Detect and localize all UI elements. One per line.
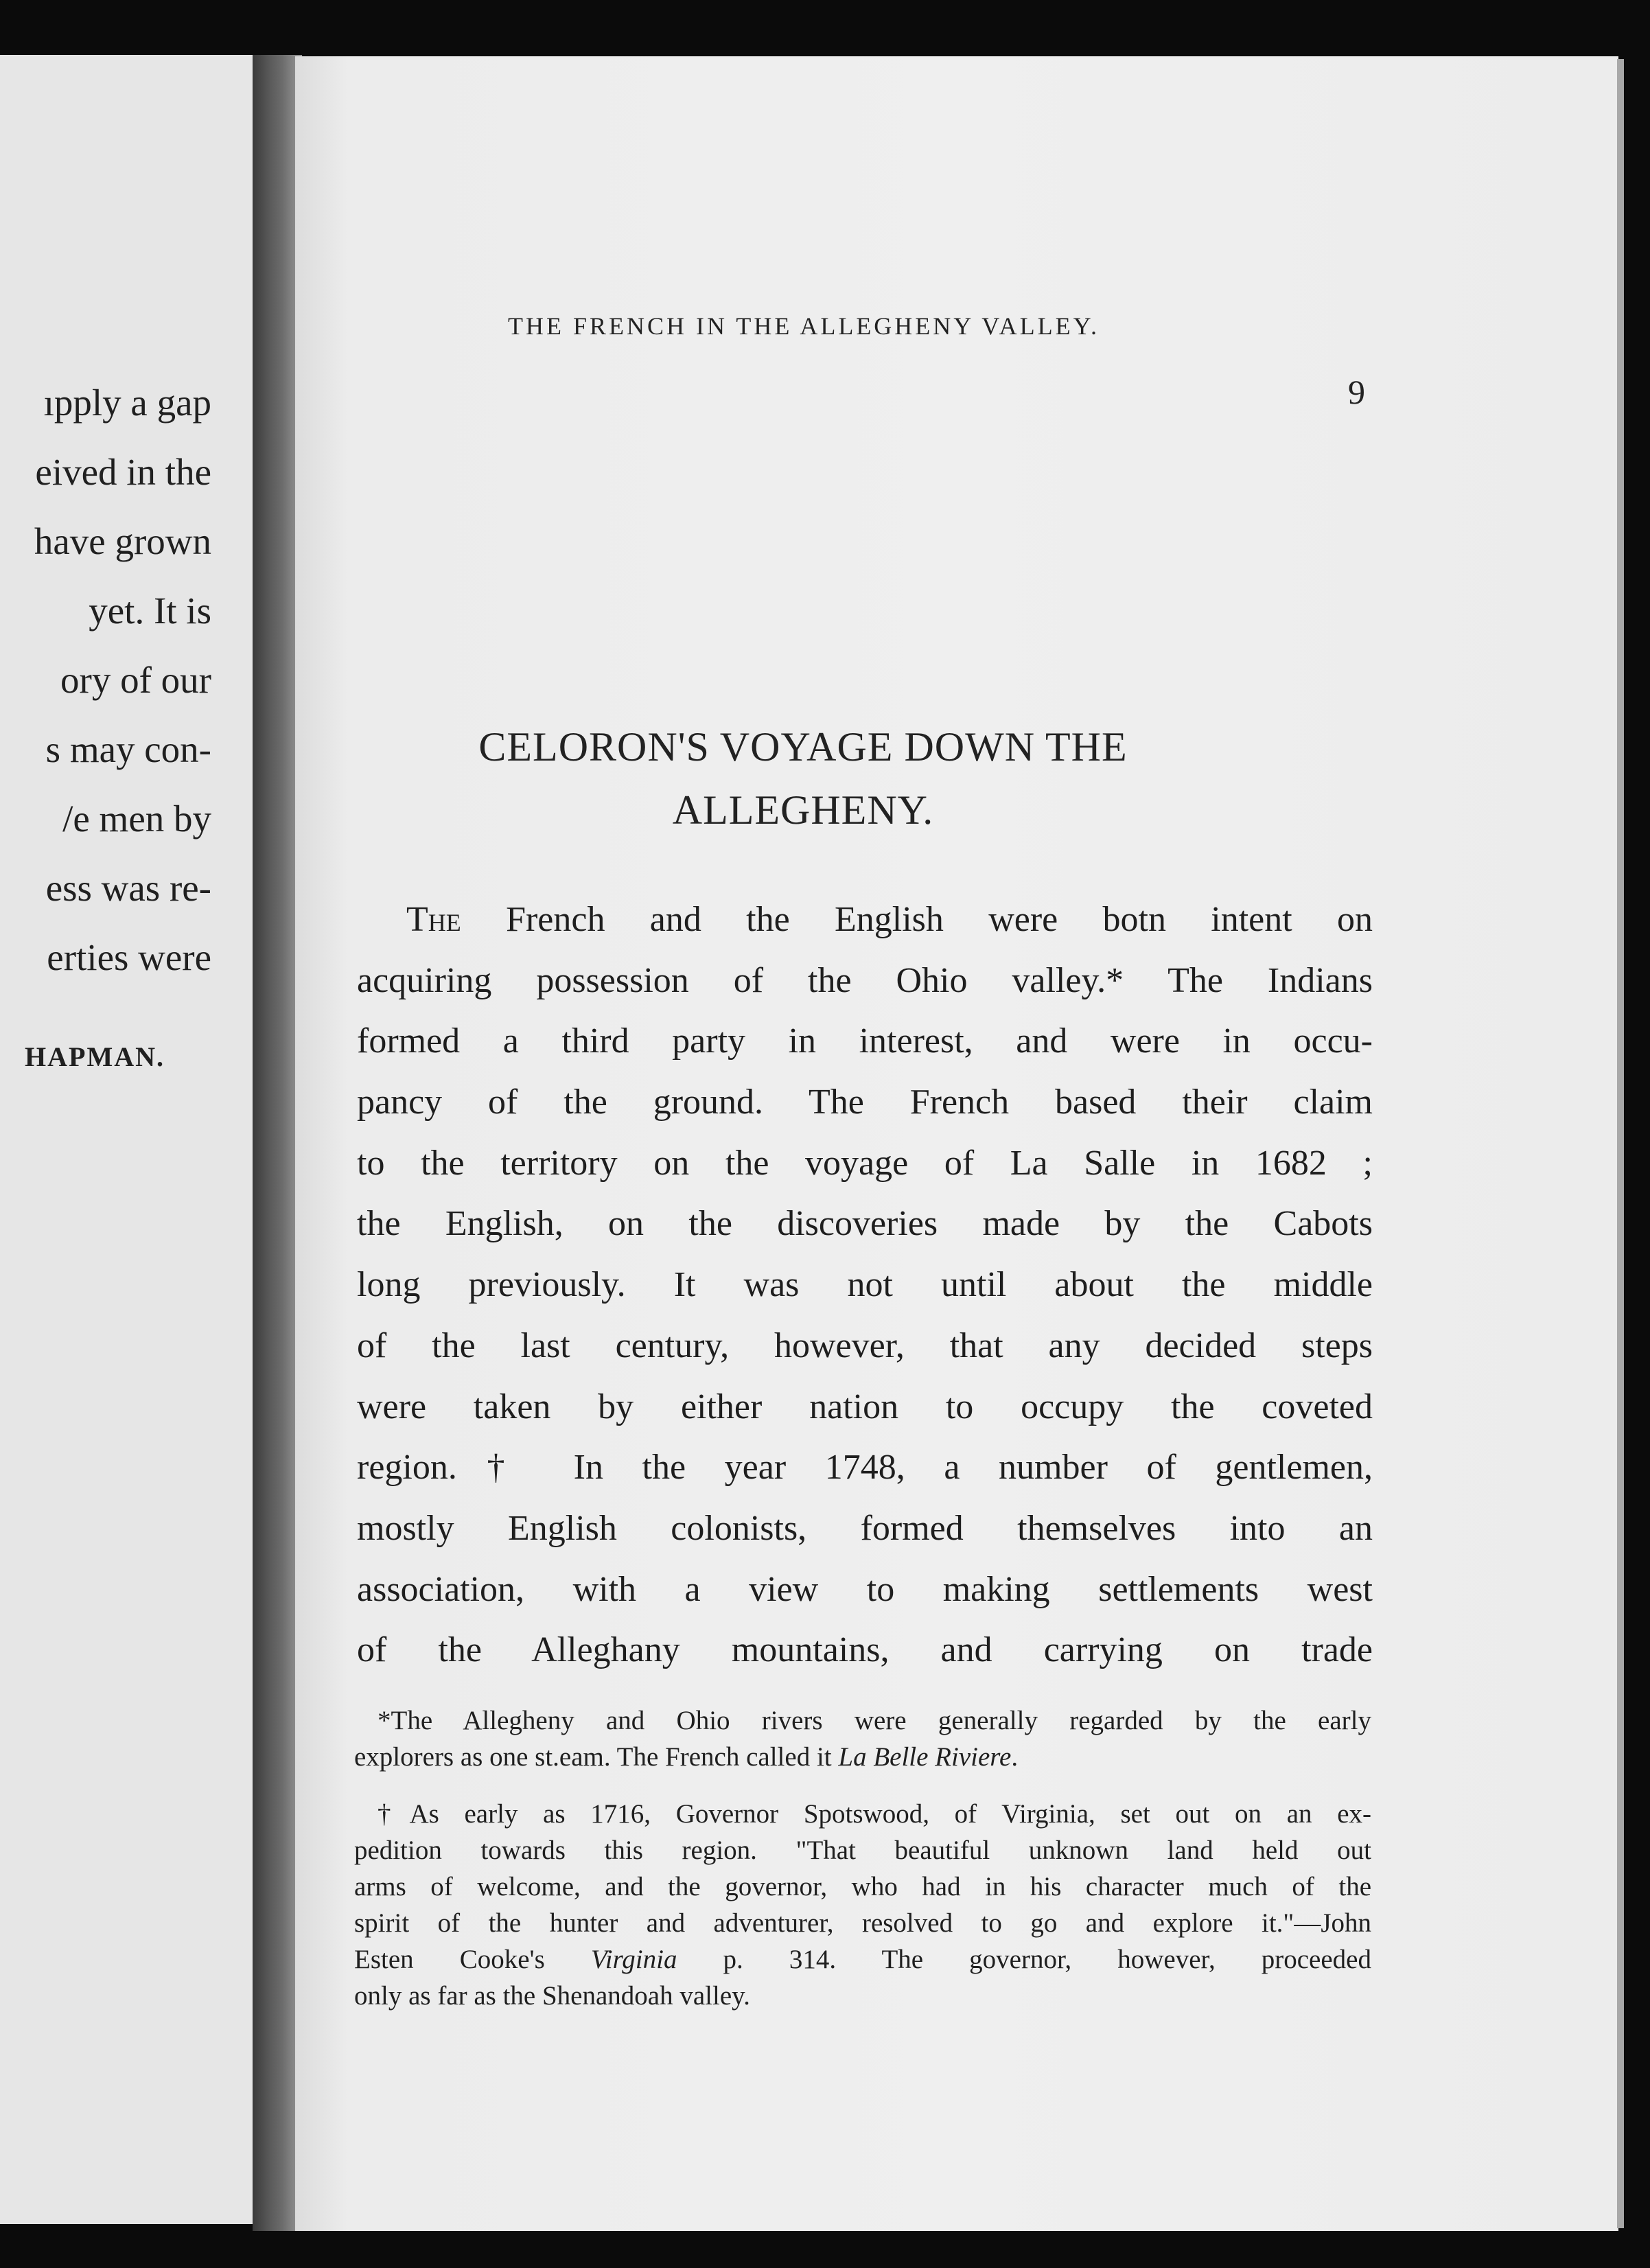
body-line: of the Alleghany mountains, and carrying on trade [357, 1630, 1373, 1670]
previous-page-line: yet. It is [89, 590, 211, 632]
previous-page-line: ess was re- [45, 867, 211, 909]
lead-word: The [406, 900, 461, 939]
previous-page-line: ıpply a gap [43, 382, 211, 424]
page-number: 9 [1348, 373, 1365, 411]
footnote-text: . [1011, 1742, 1019, 1772]
body-line-text: French and the English were botn intent on [461, 900, 1373, 939]
body-line [357, 890, 1373, 951]
footnote-italic-text: La Belle Riviere [838, 1742, 1012, 1772]
previous-page-line: eived in the [35, 451, 211, 493]
footnote-gap [354, 1775, 1371, 1796]
footnote-line [354, 1739, 1371, 1775]
footnote-line: †As early as 1716, Governor Spotswood, of Virginia, set out on an ex- [377, 1799, 1371, 1829]
chapter-title-line: CELORON'S VOYAGE DOWN THE [478, 724, 1128, 769]
body-line: acquiring possession of the Ohio valley.* The Indians [357, 960, 1373, 1000]
footnote-line: spirit of the hunter and adventurer, resolved to go and explore it."—John [354, 1908, 1371, 1938]
footnote-text: explorers as one st.eam. The French called it [354, 1742, 839, 1772]
body-line: the English, on the discoveries made by the Cabots [357, 1204, 1373, 1244]
footnote-italic-text: Virginia [590, 1945, 677, 1974]
previous-page [0, 55, 268, 2224]
running-head: THE FRENCH IN THE ALLEGHENY VALLEY. [508, 312, 1100, 340]
footnote-dagger [354, 1796, 1371, 2014]
previous-page-line: ory of our [60, 659, 211, 701]
current-page [295, 56, 1618, 2231]
previous-page-author-signature: HAPMAN. [25, 1041, 165, 1072]
body-line: association, with a view to making settlements west [357, 1569, 1373, 1609]
footnote-asterisk [354, 1702, 1371, 1775]
footnote-line [354, 1941, 1371, 1978]
body-line: long previously. It was not until about the middle [357, 1265, 1373, 1305]
page-edge [1617, 59, 1624, 2228]
previous-page-line: s may con- [45, 728, 211, 770]
previous-page-line: erties were [47, 936, 211, 978]
footnote-line: pedition towards this region. "That beautiful unknown land held out [354, 1836, 1371, 1865]
body-paragraph [357, 890, 1373, 1681]
footnote-line: *The Allegheny and Ohio rivers were generally regarded by the early [377, 1706, 1371, 1735]
previous-page-text [0, 368, 211, 992]
footnote-text: p. 314. The governor, however, proceeded [677, 1945, 1371, 1974]
footnote-line: only as far as the Shenandoah valley. [354, 1981, 750, 2011]
footnote-text: Esten Cooke's [354, 1945, 591, 1974]
body-line: formed a third party in interest, and were in occu- [357, 1021, 1373, 1061]
footnotes [354, 1702, 1371, 2014]
previous-page-line: have grown [34, 520, 211, 562]
chapter-title-line: ALLEGHENY. [672, 787, 934, 833]
body-line: mostly English colonists, formed themselves into an [357, 1508, 1373, 1548]
previous-page-line: /e men by [62, 798, 211, 840]
body-line: of the last century, however, that any decided steps [357, 1326, 1373, 1365]
body-line: to the territory on the voyage of La Salle in 1682 ; [357, 1143, 1373, 1183]
footnote-line: arms of welcome, and the governor, who had in his character much of the [354, 1872, 1371, 1901]
body-line: region.† In the year 1748, a number of gentlemen, [357, 1448, 1373, 1488]
body-line: pancy of the ground. The French based their claim [357, 1083, 1373, 1122]
body-line: were taken by either nation to occupy the coveted [357, 1387, 1373, 1426]
chapter-title [343, 715, 1263, 842]
